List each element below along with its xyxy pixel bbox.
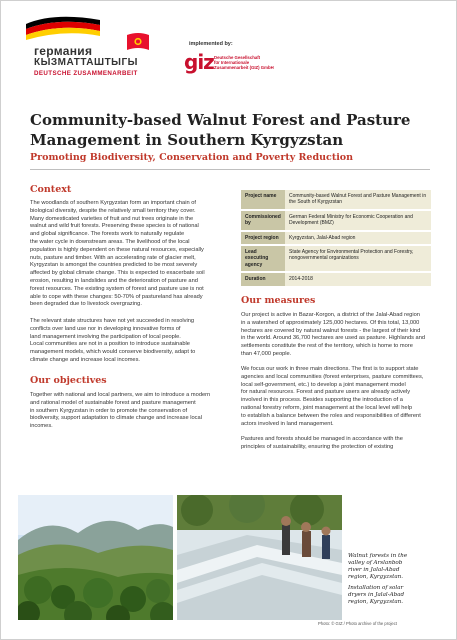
implemented-by-label: implemented by: — [189, 41, 233, 47]
german-flag-swoosh-icon — [24, 14, 102, 46]
text-line: river in Jalal-Abad — [348, 567, 400, 573]
text-line: in a watershed of approximately 125,000 hectares. Of this total, 13,000 — [241, 319, 420, 326]
text-line: to establish a balance between the roles and responsibilities of different — [241, 412, 421, 419]
text-line: and rational model of sustainable forest and pasture management — [30, 399, 196, 406]
photo-caption-2 — [348, 585, 436, 606]
text-line: erosion, resulting in landslides and the deterioration of pasture and — [30, 277, 198, 284]
text-line: involved in this process. Besides supporting the introduction of a — [241, 397, 403, 404]
text-line: incomes. — [30, 423, 53, 430]
table-value-cell: German Federal Ministry for Economic Cooperation and Development (BMZ) — [285, 211, 431, 232]
giz-text-line: Zusammenarbeit (GIZ) GmbH — [214, 65, 274, 70]
context-heading: Context — [30, 184, 72, 195]
text-line: principles of sustainability, ensuring the protection of existing — [241, 443, 394, 450]
text-line: been degraded due to livestock overgrazing. — [30, 301, 142, 308]
text-line: valley of Arslanbob — [348, 560, 403, 566]
table-row — [241, 246, 431, 273]
text-line: affected by global climate change. This is expected to exacerbate soil — [30, 270, 205, 277]
text-line: than 47,000 people. — [241, 350, 292, 357]
measures-paragraph-2 — [241, 366, 441, 428]
text-line: and global significance. The forests work to naturally regulate — [30, 231, 185, 238]
table-label-cell: Lead executing agency — [241, 246, 285, 273]
text-line: population is highly dependent on these natural resources, especially — [30, 246, 204, 253]
page-title — [30, 110, 440, 150]
text-line: Together with national and local partners, we aim to introduce a modern — [30, 392, 211, 398]
table-row — [241, 232, 431, 246]
giz-logo-text — [214, 55, 284, 70]
text-line: the water cycle in downstream areas. The livelihood of the local — [30, 238, 190, 245]
text-line: local self-government, etc.) to develop a joint management model — [241, 381, 406, 388]
text-line: in southern Kyrgyzstan in order to promote the conservation of — [30, 407, 188, 414]
text-line: management models, which would conserve biodiversity, adapt to — [30, 349, 196, 356]
text-line: in the world. Around 36,700 hectares are used as pasture. Highlands and — [241, 335, 426, 342]
text-line: climate change and increase local incomes. — [30, 356, 141, 363]
table-value-cell: Community-based Walnut Forest and Pasture Management in the South of Kyrgyzstan — [285, 190, 431, 211]
walnut-forest-photo — [18, 495, 173, 620]
text-line: agencies and local communities (forest enterprises, pasture committees, — [241, 373, 424, 380]
text-line: dryers in Jalal-Abad — [348, 592, 405, 598]
objectives-heading: Our objectives — [30, 375, 107, 386]
text-line: conflicts over land use nor in developing innovative forms of — [30, 325, 181, 332]
measures-paragraph-3 — [241, 436, 441, 452]
text-line: for natural resources. Forest and pasture users are already actively — [241, 389, 411, 396]
text-line: forest resources. The existing system of forest and pasture use is not — [30, 285, 204, 292]
table-label-cell: Project name — [241, 190, 285, 211]
text-line: national forestry reform, joint management at the local level will help — [241, 404, 413, 411]
text-line: hectares are covered by natural walnut forests - the largest of their kind — [241, 327, 421, 334]
solar-dryer-photo — [177, 495, 342, 620]
giz-text-line: für Internationale — [214, 60, 250, 65]
text-line: able to cope with these changes: 50-70% of pastureland has already — [30, 293, 203, 300]
text-line: Pastures and forests should be managed in accordance with the — [241, 436, 403, 442]
text-line: Local communities are not in a position to introduce sustainable — [30, 341, 190, 348]
giz-logo: giz — [184, 50, 214, 74]
context-paragraph-2 — [30, 318, 235, 365]
text-line: actors involved in land management. — [241, 420, 334, 427]
table-value-cell: State Agency for Environmental Protection and Forestry, nongovernmental organizations — [285, 246, 431, 273]
table-row — [241, 273, 431, 287]
logo-text-germany: германия — [34, 44, 93, 58]
text-line: Kyrgyzstan is amongst the countries predicted to be most severely — [30, 262, 198, 269]
photo-caption-1 — [348, 553, 436, 581]
table-label-cell: Duration — [241, 273, 285, 287]
photo-credit: Photo: © GIZ / Photo archive of the project — [318, 621, 397, 626]
title-line: Community-based Walnut Forest and Pasture — [30, 111, 411, 129]
text-line: Our project is active in Bazar-Korgon, a district of the Jalal-Abad region — [241, 312, 420, 318]
objectives-paragraph — [30, 392, 235, 431]
project-info-table — [241, 190, 431, 288]
table-value-cell: Kyrgyzstan, Jalal-Abad region — [285, 232, 431, 246]
text-line: Many domesticated varieties of fruit and nut trees originate in the — [30, 215, 194, 222]
text-line: region, Kyrgyzstan. — [348, 574, 404, 580]
logo-text-deutsche: DEUTSCHE ZUSAMMENARBEIT — [34, 70, 138, 77]
text-line: region, Kyrgyzstan. — [348, 599, 404, 605]
table-row — [241, 211, 431, 232]
table-label-cell: Project region — [241, 232, 285, 246]
logo-text-cooperation: КЫЗМАТТАШТЫГЫ — [34, 57, 138, 68]
giz-text-line: Deutsche Gesellschaft — [214, 55, 261, 60]
page-subtitle: Promoting Biodiversity, Conservation and Poverty Reduction — [30, 152, 354, 163]
context-paragraph-1 — [30, 200, 235, 309]
text-line: We focus our work in three main directions. The first is to support state — [241, 366, 419, 372]
text-line: nuts, pasture and timber. With an accelerating rate of glacier melt, — [30, 254, 196, 261]
measures-heading: Our measures — [241, 295, 316, 306]
text-line: settlements constitute the rest of the territory, which is home to more — [241, 343, 413, 350]
text-line: biodiversity, support adaptation to climate change and increase local — [30, 415, 202, 422]
title-divider — [30, 169, 430, 170]
title-line: Management in Southern Kyrgyzstan — [30, 131, 344, 149]
text-line: walnut and wild fruit forests. Preserving these species is of national — [30, 223, 199, 230]
text-line: Installation of solar — [348, 585, 404, 591]
text-line: biological diversity, despite the relatively small territory they cover. — [30, 207, 196, 214]
text-line: land management involving the participation of local people. — [30, 333, 181, 340]
table-value-cell: 2014-2018 — [285, 273, 431, 287]
table-label-cell: Commissioned by — [241, 211, 285, 232]
text-line: The relevant state structures have not yet succeeded in resolving — [30, 318, 195, 324]
measures-paragraph-1 — [241, 312, 441, 359]
table-row — [241, 190, 431, 211]
kyrgyz-flag-icon — [126, 31, 150, 53]
text-line: The woodlands of southern Kyrgyzstan form an important chain of — [30, 200, 196, 206]
text-line: Walnut forests in the — [348, 553, 408, 559]
